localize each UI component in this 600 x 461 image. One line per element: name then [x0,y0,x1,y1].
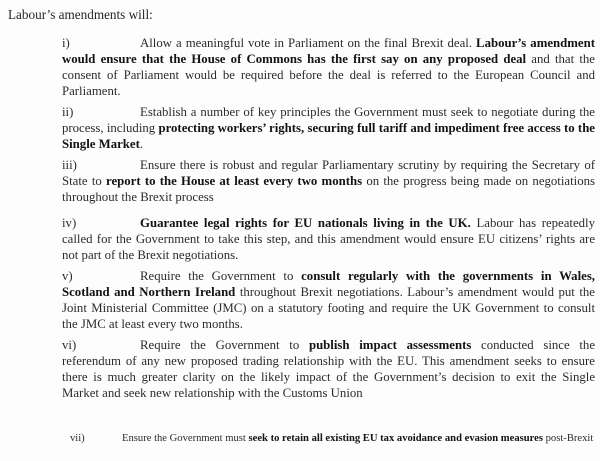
amendment-numeral-ii: ii) [62,105,74,119]
amendment-text-vii: Ensure the Government must seek to retain all existing EU tax avoidance and evasion measures post-Brexit [122,433,594,444]
amendments-list [62,35,595,446]
amendment-text-vi: Require the Government to publish impact assessments conducted since the referendum of any new proposed trading relationship with the EU. This amendment seeks to ensure there is much greater clarity on the likely impact of the Government’s decision to exit the Single Market and seek new relationship with the Customs Union [62,338,596,400]
amendment-item-vii [62,432,595,446]
amendment-item-v [62,268,595,332]
amendment-numeral-vii: vii) [70,433,85,444]
amendment-numeral-iv: iv) [62,216,77,230]
amendment-text-v: Require the Government to consult regularly with the governments in Wales, Scotland and Northern Ireland throughout Brexit negotiations. Labour’s amendment would put the Joint Ministerial Committee (JMC) on a statutory footing and require the UK Government to consult the JMC at least every two months. [62,269,595,331]
amendment-item-vi [62,337,595,401]
amendment-text-iii: Ensure there is robust and regular Parliamentary scrutiny by requiring the Secretary of State to report to the House at least every two months on the progress being made on negotiations throughout the Brexit process [62,158,595,204]
amendment-item-iii [62,157,595,205]
amendment-text-ii: Establish a number of key principles the Government must seek to negotiate during the process, including protecting workers’ rights, securing full tariff and impediment free access to the Single Market. [62,105,595,151]
amendment-text-iv: Guarantee legal rights for EU nationals living in the UK. Labour has repeatedly called for the Government to take this step, and this amendment would ensure EU citizens’ rights are not part of the Brexit negotiations. [62,216,595,262]
amendment-numeral-i: i) [62,36,70,50]
amendment-numeral-vi: vi) [62,338,77,352]
amendment-numeral-iii: iii) [62,158,77,172]
document-title: Labour’s amendments will: [8,7,153,22]
amendment-numeral-v: v) [62,269,73,283]
amendment-item-iv [62,215,595,263]
amendment-item-i [62,35,595,99]
amendment-text-i: Allow a meaningful vote in Parliament on the final Brexit deal. Labour’s amendment would ensure that the House of Commons has the first say on any proposed deal and that the consent of Parliament would be required before the deal is referred to the European Council and Parliament. [62,36,595,98]
amendment-item-ii [62,104,595,152]
